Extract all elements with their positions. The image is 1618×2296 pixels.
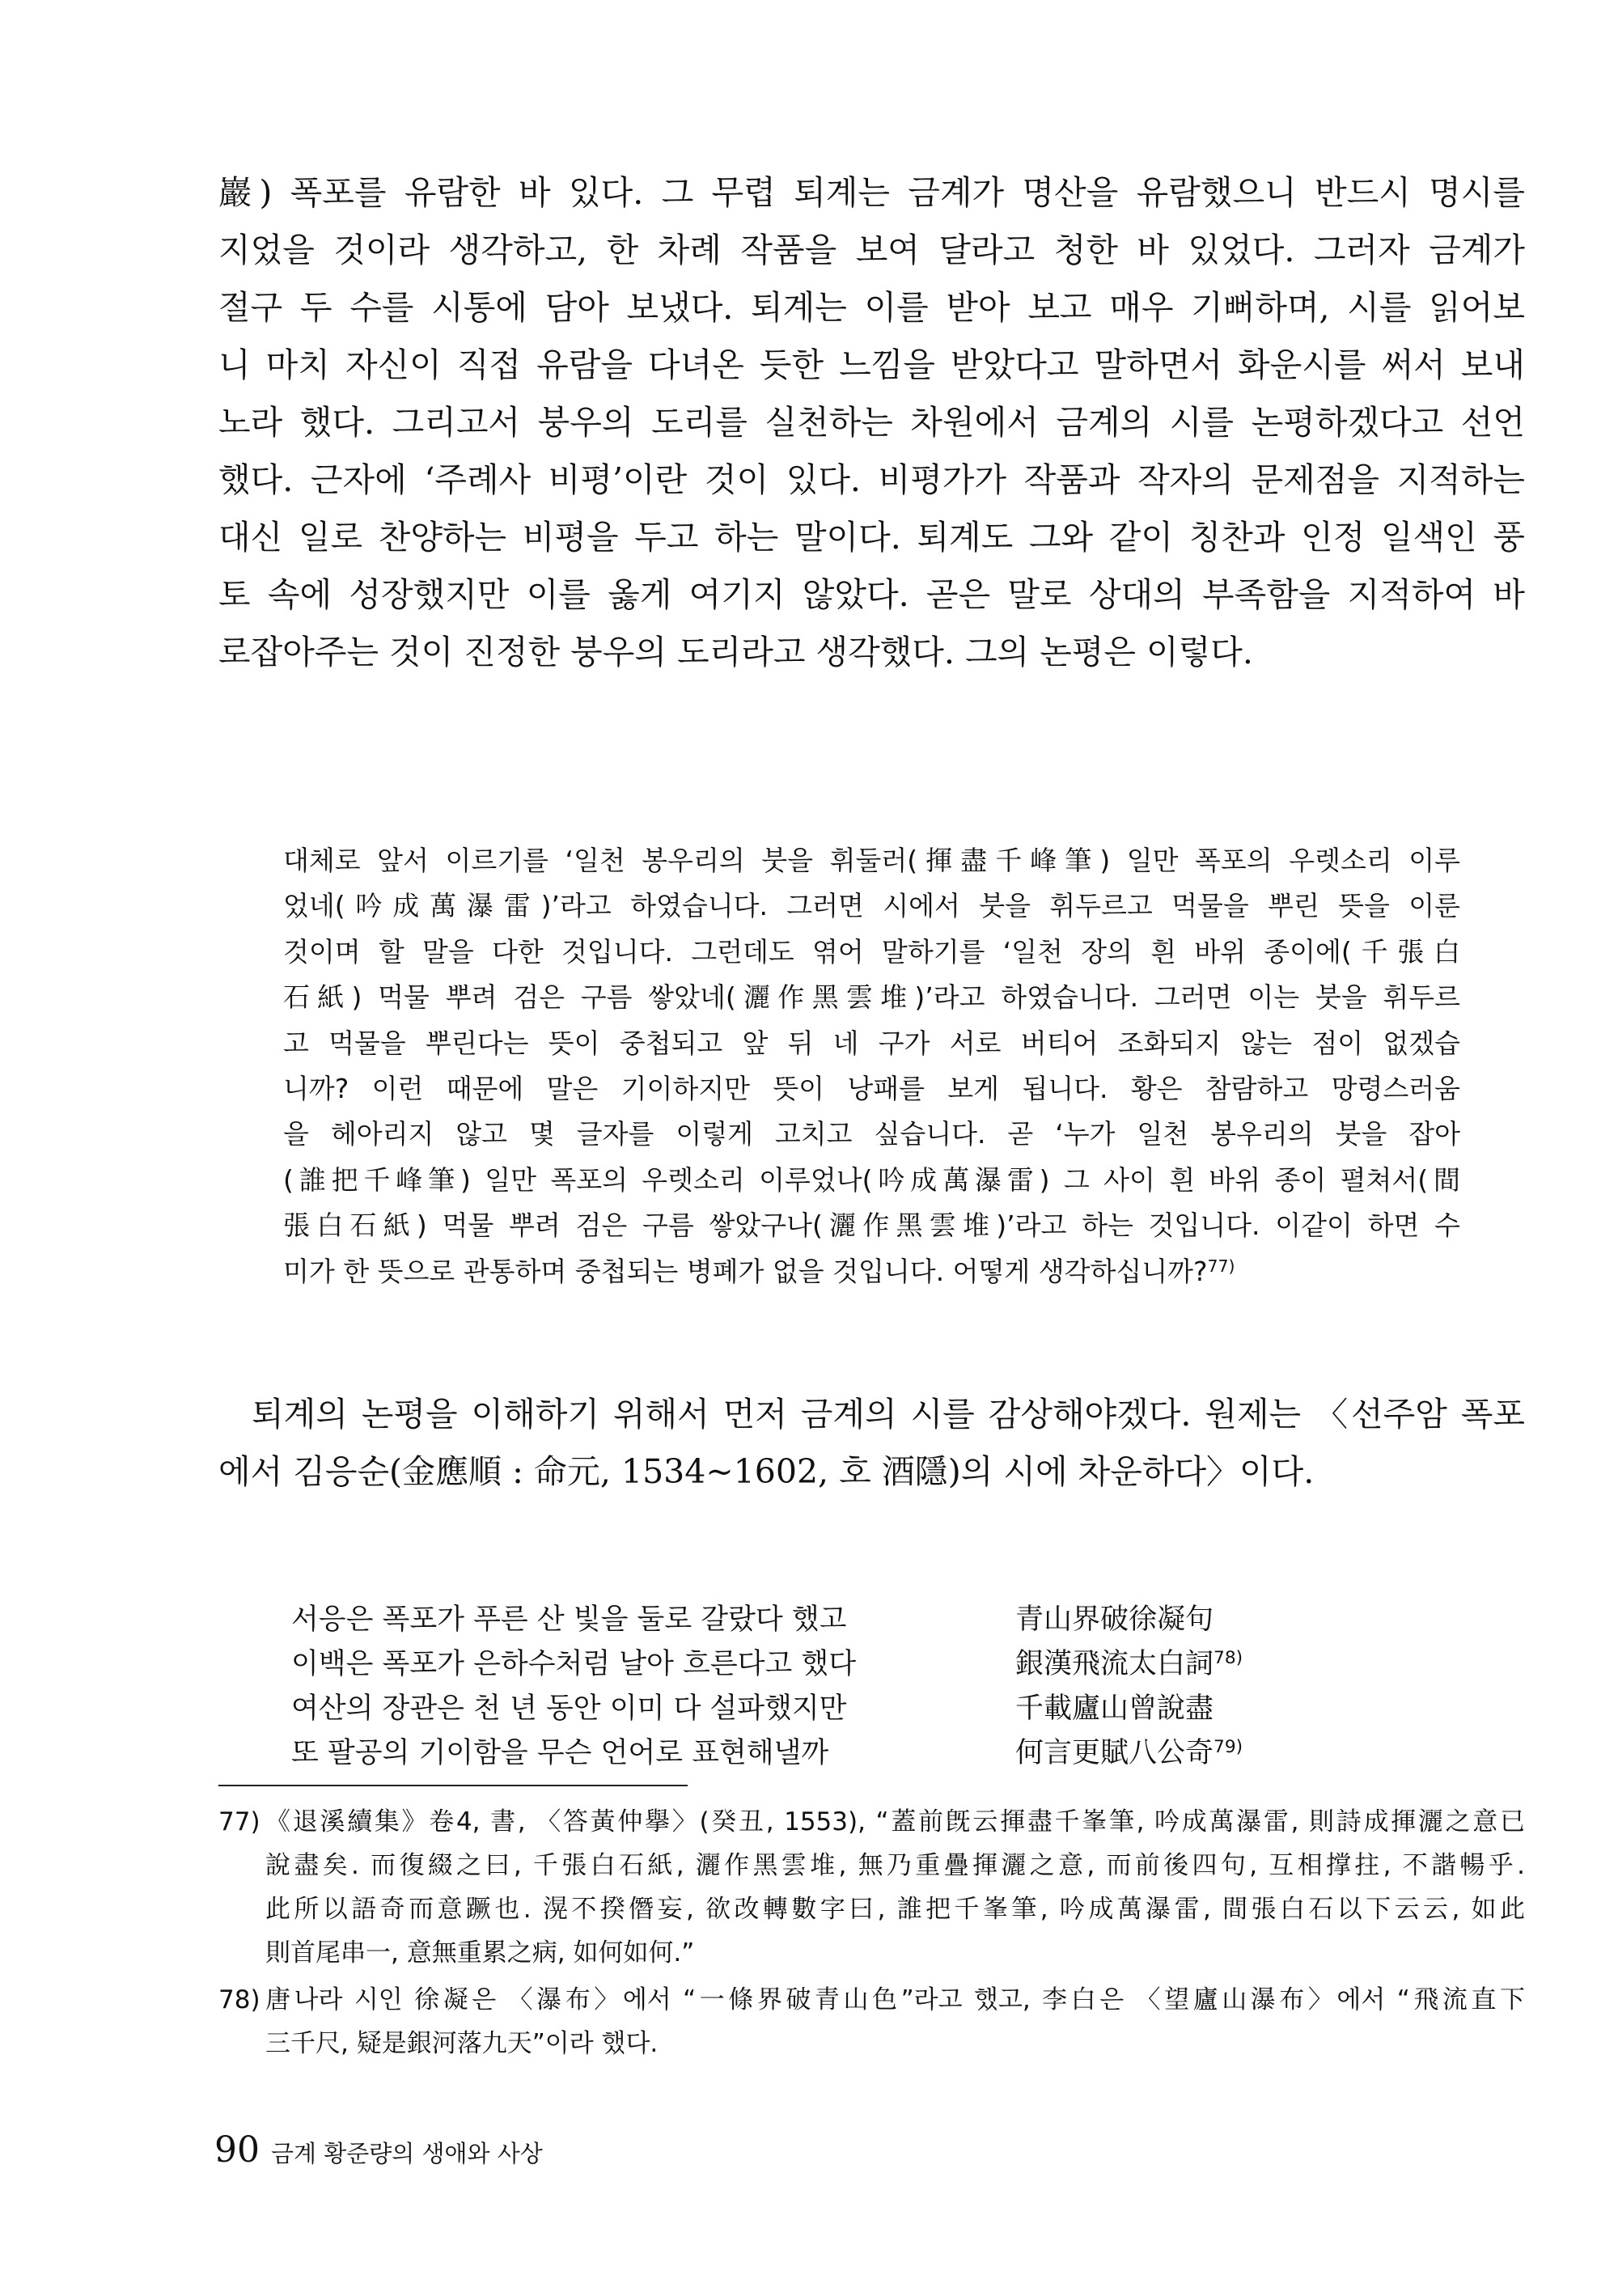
footnote-line: 唐나라 시인 徐凝은 〈瀑布〉에서 “一條界破青山色”라고 했고, 李白은 〈望廬山瀑布〉에서 “飛流直下 bbox=[265, 1985, 1525, 2014]
text-line: 巖) 폭포를 유람한 바 있다. 그 무렵 퇴계는 금계가 명산을 유람했으니 반드시 명시를 bbox=[218, 173, 1525, 212]
footnote-body bbox=[265, 1800, 1525, 1975]
poem-chinese-text: 千載廬山曾說盡 bbox=[1015, 1692, 1214, 1725]
footnote-line: 則首尾串一, 意無重累之病, 如何如何.” bbox=[265, 1938, 695, 1968]
footnote-number: 77) bbox=[218, 1807, 260, 1836]
footnote-number: 78) bbox=[218, 1985, 260, 2014]
quote-line: 張白石紙) 먹물 뿌려 검은 구름 쌓았구나(灑作黑雲堆)’라고 하는 것입니다. 이같이 하면 수 bbox=[283, 1209, 1460, 1242]
quote-line: (誰把千峰筆) 일만 폭포의 우렛소리 이루었나(吟成萬瀑雷) 그 사이 흰 바위 종이 펼쳐서(間 bbox=[283, 1163, 1460, 1196]
body-paragraph-1 bbox=[218, 164, 1525, 681]
text-line: 절구 두 수를 시통에 담아 보냈다. 퇴계는 이를 받아 보고 매우 기뻐하며, 시를 읽어보 bbox=[218, 288, 1525, 327]
quote-line: 었네(吟成萬瀑雷)’라고 하였습니다. 그러면 시에서 붓을 휘두르고 먹물을 뿌린 뜻을 이룬 bbox=[283, 890, 1460, 922]
poem-footnote-ref: 79) bbox=[1214, 1737, 1243, 1758]
text-line: 로잡아주는 것이 진정한 붕우의 도리라고 생각했다. 그의 논평은 이렇다. bbox=[218, 633, 1253, 671]
page-footer bbox=[214, 2129, 543, 2171]
text-line: 에서 김응순(金應順 : 命元, 1534~1602, 호 酒隱)의 시에 차운하다〉이다. bbox=[218, 1452, 1315, 1491]
text-line: 노라 했다. 그리고서 붕우의 도리를 실천하는 차원에서 금계의 시를 논평하겠다고 선언 bbox=[218, 403, 1525, 442]
text-line bbox=[218, 1386, 1525, 1443]
poem-chinese-line bbox=[1015, 1687, 1501, 1731]
quote-line: 石紙) 먹물 뿌려 검은 구름 쌓았네(灑作黑雲堆)’라고 하였습니다. 그러면 이는 붓을 휘두르 bbox=[283, 981, 1460, 1014]
quote-line: 대체로 앞서 이르기를 ‘일천 봉우리의 붓을 휘둘러(揮盡千峰筆) 일만 폭포의 우렛소리 이루 bbox=[283, 845, 1460, 876]
poem-row bbox=[291, 1598, 1505, 1642]
running-title: 금계 황준량의 생애와 사상 bbox=[271, 2140, 543, 2167]
quote-line: 것이며 할 말을 다한 것입니다. 그런데도 엮어 말하기를 ‘일천 장의 흰 바위 종이에(千張白 bbox=[283, 935, 1460, 968]
footnote-line: 此所以語奇而意蹶也. 滉不揆僭妄, 欲改轉數字曰, 誰把千峯筆, 吟成萬瀑雷, 間張白石以下云云, 如此 bbox=[265, 1895, 1525, 1924]
page-number: 90 bbox=[214, 2129, 260, 2171]
text-line: 니 마치 자신이 직접 유람을 다녀온 듯한 느낌을 받았다고 말하면서 화운시를 써서 보내 bbox=[218, 345, 1525, 384]
footnote-77 bbox=[218, 1800, 1525, 1975]
quote-line: 을 헤아리지 않고 몇 글자를 이렇게 고치고 싶습니다. 곧 ‘누가 일천 봉우리의 붓을 잡아 bbox=[283, 1118, 1460, 1150]
poem-chinese-text: 何言更賦八公奇 bbox=[1015, 1737, 1214, 1769]
poem-footnote-ref: 78) bbox=[1214, 1648, 1243, 1669]
poem-chinese-line bbox=[1015, 1598, 1501, 1642]
footnote-body bbox=[265, 1978, 1525, 2065]
poem-korean-line: 또 팔공의 기이함을 무슨 언어로 표현해낼까 bbox=[291, 1737, 829, 1769]
quote-line bbox=[283, 1249, 1460, 1294]
poem-block bbox=[291, 1598, 1505, 1776]
text-line-content: 퇴계의 논평을 이해하기 위해서 먼저 금계의 시를 감상해야겠다. 원제는 〈선주암 폭포 bbox=[252, 1395, 1525, 1434]
footnote-line: 說盡矣. 而復綴之曰, 千張白石紙, 灑作黑雲堆, 無乃重疊揮灑之意, 而前後四句, 互相撑拄, 不諧暢乎. bbox=[265, 1851, 1525, 1880]
block-quote bbox=[283, 838, 1460, 1294]
footnote-line: 三千尺, 疑是銀河落九天”이라 했다. bbox=[265, 2029, 659, 2058]
footnote-divider bbox=[218, 1785, 688, 1786]
poem-row bbox=[291, 1642, 1505, 1687]
poem-chinese-text: 銀漢飛流太白詞 bbox=[1015, 1648, 1214, 1680]
poem-row bbox=[291, 1731, 1505, 1776]
footnotes bbox=[218, 1800, 1525, 2065]
body-paragraph-2 bbox=[218, 1386, 1525, 1501]
text-line: 대신 일로 찬양하는 비평을 두고 하는 말이다. 퇴계도 그와 같이 칭찬과 인정 일색인 풍 bbox=[218, 518, 1525, 557]
poem-chinese-text: 青山界破徐凝句 bbox=[1015, 1603, 1214, 1636]
footnote-line: 《退溪續集》卷4, 書, 〈答黃仲擧〉(癸丑, 1553), “蓋前旣云揮盡千峯筆, 吟成萬瀑雷, 則詩成揮灑之意已 bbox=[265, 1807, 1525, 1836]
text-line: 지었을 것이라 생각하고, 한 차례 작품을 보여 달라고 청한 바 있었다. 그러자 금계가 bbox=[218, 231, 1525, 269]
text-line: 토 속에 성장했지만 이를 옳게 여기지 않았다. 곧은 말로 상대의 부족함을 지적하여 바 bbox=[218, 575, 1525, 614]
quote-line: 고 먹물을 뿌린다는 뜻이 중첩되고 앞 뒤 네 구가 서로 버티어 조화되지 않는 점이 없겠습 bbox=[283, 1027, 1460, 1059]
poem-korean-line: 이백은 폭포가 은하수처럼 날아 흐른다고 했다 bbox=[291, 1648, 857, 1680]
footnote-78 bbox=[218, 1978, 1525, 2065]
quote-line: 니까? 이런 때문에 말은 기이하지만 뜻이 낭패를 보게 됩니다. 황은 참람하고 망령스러움 bbox=[283, 1073, 1460, 1105]
quote-line-text: 미가 한 뜻으로 관통하며 중첩되는 병폐가 없을 것입니다. 어떻게 생각하십니까? bbox=[283, 1255, 1208, 1287]
poem-chinese-line bbox=[1015, 1731, 1501, 1776]
poem-row bbox=[291, 1687, 1505, 1731]
poem-chinese-line bbox=[1015, 1642, 1501, 1687]
text-line: 했다. 근자에 ‘주례사 비평’이란 것이 있다. 비평가가 작품과 작자의 문제점을 지적하는 bbox=[218, 460, 1525, 499]
poem-korean-line: 서응은 폭포가 푸른 산 빛을 둘로 갈랐다 했고 bbox=[291, 1603, 847, 1636]
poem-korean-line: 여산의 장관은 천 년 동안 이미 다 설파했지만 bbox=[291, 1692, 847, 1725]
footnote-ref-77: 77) bbox=[1207, 1256, 1235, 1276]
